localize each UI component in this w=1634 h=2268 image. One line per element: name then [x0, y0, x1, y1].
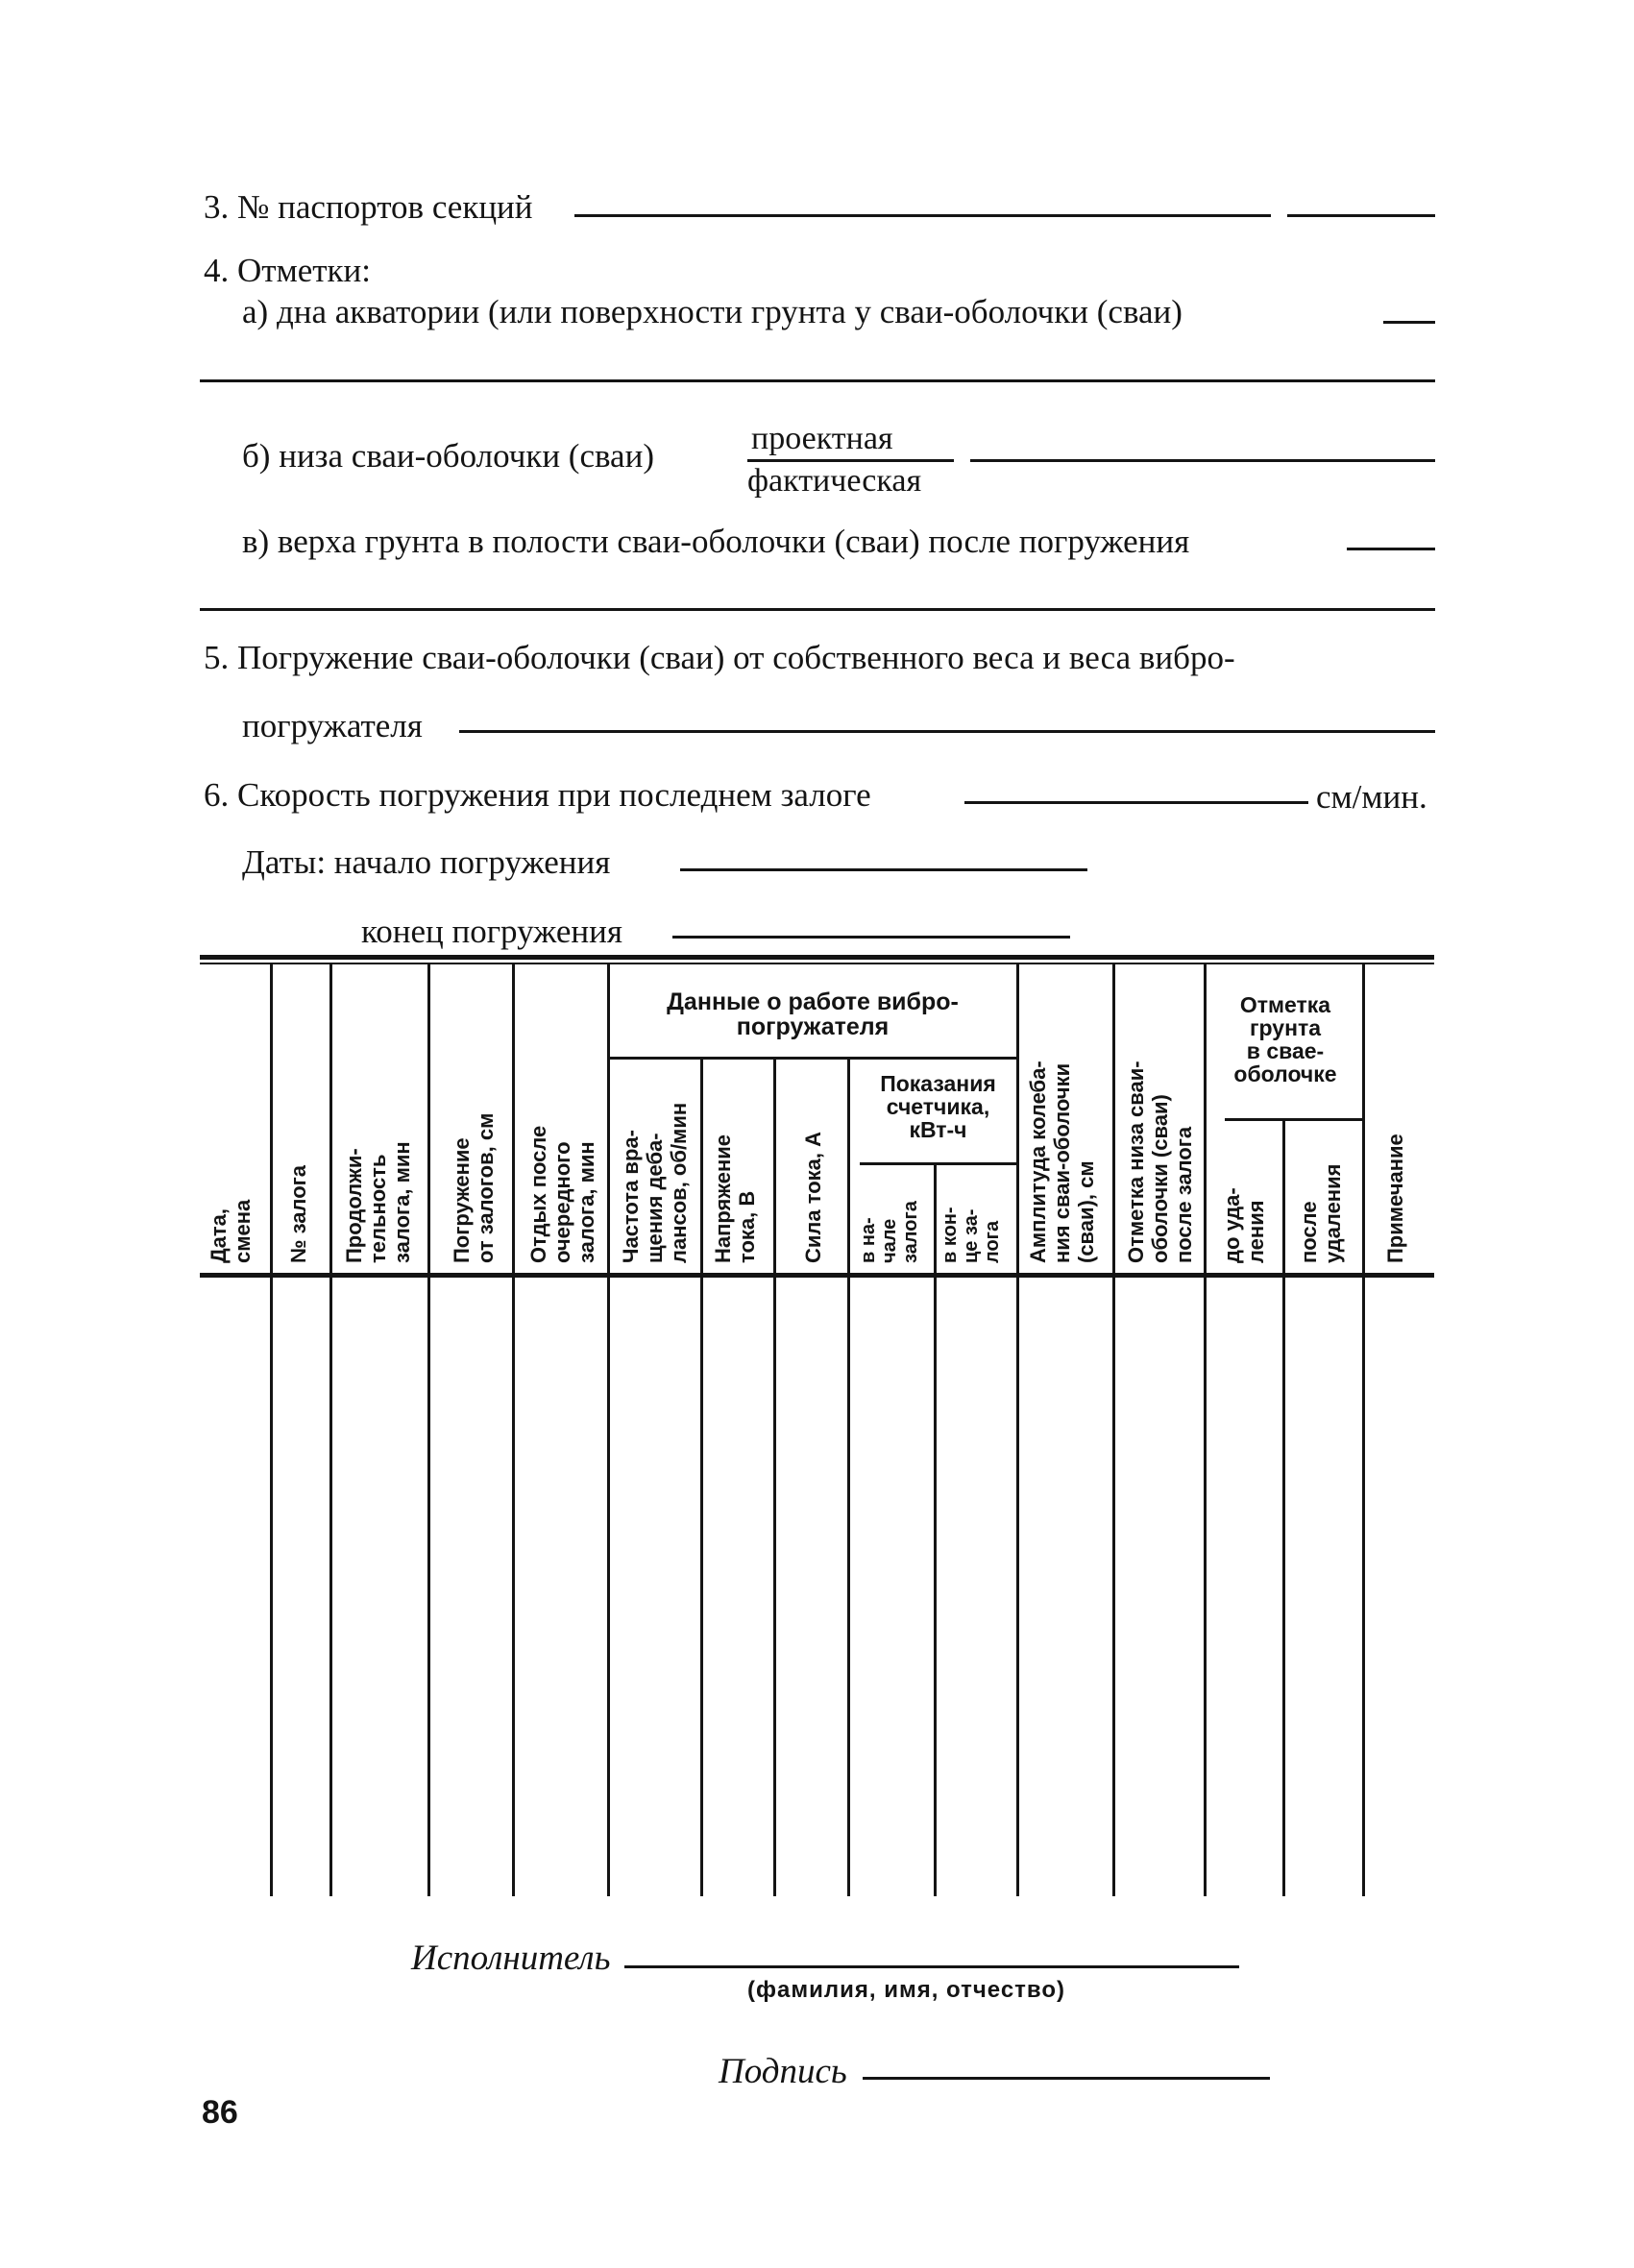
col-current-header: Сила тока, А — [801, 1131, 825, 1263]
vibro-group-header: Данные о работе вибро- погружателя — [667, 988, 959, 1040]
vibro-group-line — [607, 1057, 1016, 1060]
table-top-border — [200, 955, 1434, 960]
soil-group-line — [1225, 1118, 1362, 1121]
item-3-line-2 — [1287, 214, 1435, 217]
col-meter-start-header: в на- чале залога — [858, 1201, 921, 1263]
signature-line — [863, 2077, 1270, 2080]
col-sep-9 — [934, 1162, 937, 1896]
item-4v-line — [1347, 548, 1435, 550]
item-4b-fraction-bar — [747, 459, 954, 462]
item-4a-line-2 — [200, 379, 1435, 382]
executor-label: Исполнитель — [411, 1939, 611, 1978]
col-sep-2 — [329, 963, 332, 1896]
item-5-label: 5. Погружение сваи-оболочки (сваи) от собственного веса и веса вибро- — [204, 639, 1235, 676]
meter-group-line — [860, 1162, 1016, 1165]
col-sinking-header: Погружение от залогов, см — [450, 1112, 498, 1263]
item-4v-label: в) верха грунта в полости сваи-оболочки (сваи) после погружения — [242, 523, 1190, 560]
executor-line — [624, 1965, 1239, 1968]
col-sep-1 — [270, 963, 273, 1896]
table-top-border-2 — [200, 963, 1434, 964]
col-amplitude-header: Амплитуда колеба- ния сваи-оболочки (сваи), см — [1026, 1061, 1098, 1263]
col-meter-end-header: в кон- це за- лога — [939, 1207, 1003, 1263]
item-6-line — [964, 801, 1308, 804]
item-6-label: 6. Скорость погружения при последнем залоге — [204, 776, 871, 814]
col-bottom-mark-header: Отметка низа сваи- оболочки (сваи) после залога — [1124, 1061, 1196, 1263]
col-sep-13 — [1282, 1120, 1285, 1896]
item-4b-actual: фактическая — [747, 463, 922, 499]
item-5-label-2: погружателя — [242, 707, 423, 744]
col-sep-8 — [847, 1059, 850, 1896]
item-4a-line — [1383, 321, 1435, 324]
col-sep-11 — [1112, 963, 1115, 1896]
item-5-line — [459, 730, 1435, 733]
col-frequency-header: Частота вра- щения деба- лансов, об/мин — [619, 1102, 691, 1263]
col-sep-12 — [1204, 963, 1207, 1896]
item-3-line — [574, 214, 1271, 217]
executor-caption: (фамилия, имя, отчество) — [747, 1977, 1066, 2003]
meter-group-header: Показания счетчика, кВт-ч — [880, 1071, 996, 1142]
col-sep-7 — [773, 1059, 776, 1896]
table-header-bottom-border — [200, 1273, 1434, 1278]
col-sep-6 — [700, 1059, 703, 1896]
item-6-unit: см/мин. — [1316, 778, 1427, 816]
col-sep-10 — [1016, 963, 1019, 1896]
col-date-header: Дата, смена — [207, 1199, 255, 1263]
item-3-label: 3. № паспортов секций — [204, 188, 533, 226]
col-before-removal-header: до уда- ления — [1220, 1187, 1268, 1263]
col-sep-14 — [1362, 963, 1365, 1896]
dates-end-line — [672, 936, 1070, 939]
col-sep-4 — [512, 963, 515, 1896]
item-4a-label: а) дна акватории (или поверхности грунта у сваи-оболочки (сваи) — [242, 293, 1183, 330]
col-number-header: № залога — [286, 1164, 310, 1263]
col-rest-header: Отдых после очередного залога, мин — [526, 1125, 598, 1263]
col-duration-header: Продолжи- тельность залога, мин — [342, 1141, 414, 1263]
page-number: 86 — [202, 2094, 238, 2131]
soil-group-header: Отметка грунта в сваe- оболочке — [1233, 992, 1337, 1086]
item-4b-label: б) низа сваи-оболочки (сваи) — [242, 437, 654, 475]
item-4v-line-2 — [200, 608, 1435, 611]
signature-label: Подпись — [719, 2052, 847, 2091]
dates-end-label: конец погружения — [361, 913, 622, 950]
col-sep-5 — [607, 963, 610, 1896]
col-sep-3 — [427, 963, 430, 1896]
dates-start-label: Даты: начало погружения — [242, 843, 611, 881]
item-4b-design: проектная — [751, 421, 893, 456]
col-voltage-header: Напряжение тока, В — [711, 1134, 759, 1263]
item-4b-line — [970, 459, 1435, 462]
col-after-removal-header: после удаления — [1297, 1163, 1345, 1263]
dates-start-line — [680, 868, 1087, 871]
col-note-header: Примечание — [1383, 1134, 1407, 1263]
item-4-label: 4. Отметки: — [204, 252, 372, 289]
